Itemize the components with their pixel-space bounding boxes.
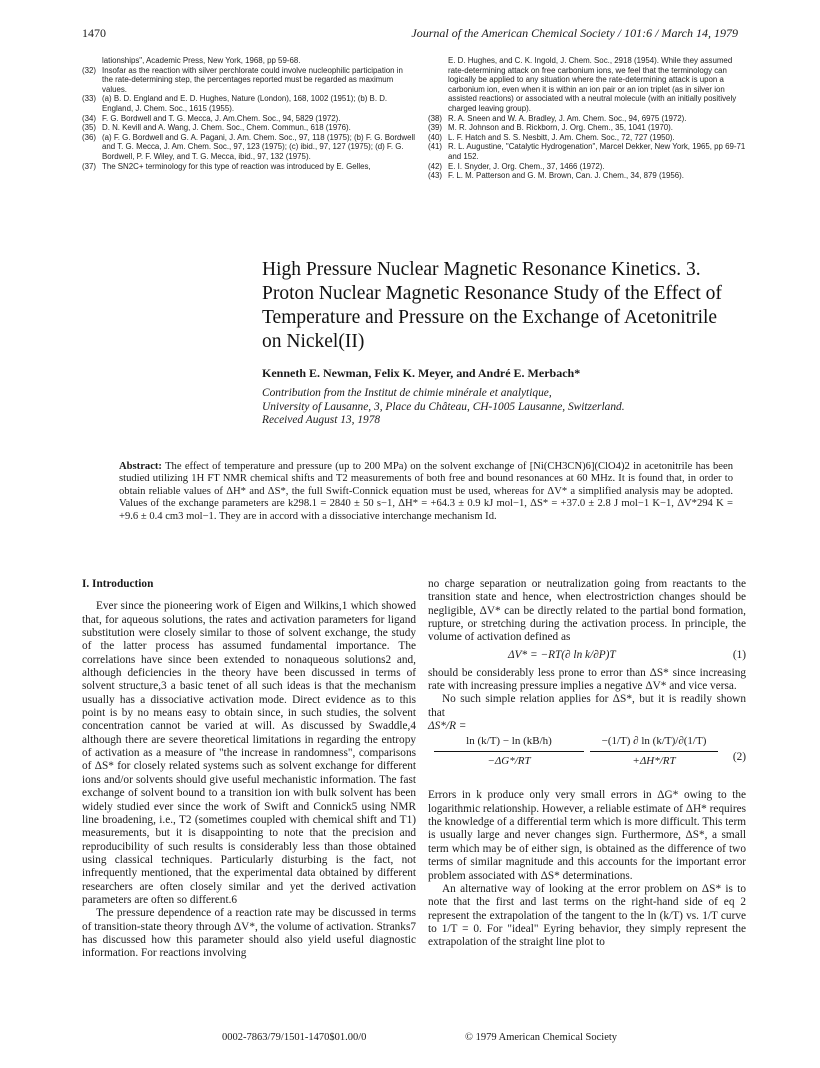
column-left <box>82 578 416 961</box>
references-left <box>82 56 416 171</box>
right-paragraph-4: Errors in k produce only very small errors in ΔG* owing to the logarithmic relationship. However, a reliable estimate of ΔH* requires the knowledge of a differential term which is more difficult. This term is usually large and never changes sign. Furthermore, ΔS*, a small term which may be of either sign, is obtained as the difference of two terms of similar magnitude and this accounts for the important error problem associated with ΔS* determinations. <box>428 789 746 882</box>
equation-1-number: (1) <box>732 648 746 661</box>
reference-text: Insofar as the reaction with silver perchlorate could involve nucleophilic participation in the rate-determining step, the percentages reported must be regarded as maximum values. <box>102 65 403 94</box>
reference-number: (35) <box>82 123 97 133</box>
reference-number: (43) <box>428 171 443 181</box>
reference-entry <box>82 133 416 162</box>
references-right <box>428 56 746 181</box>
equation-2-numerator-2: −(1/T) ∂ ln (k/T)/∂(1/T) <box>590 735 718 751</box>
equation-1-body: ΔV* = −RT(∂ ln k/∂P)T <box>508 648 616 661</box>
reference-number: (39) <box>428 123 443 133</box>
reference-entry <box>428 162 746 172</box>
equation-1 <box>428 645 746 667</box>
reference-text: F. L. M. Patterson and G. M. Brown, Can. J. Chem., 34, 879 (1956). <box>448 171 684 181</box>
reference-entry <box>82 66 416 95</box>
reference-number <box>428 56 448 114</box>
reference-text: D. N. Kevill and A. Wang, J. Chem. Soc., Chem. Commun., 618 (1976). <box>102 123 351 133</box>
reference-text: R. A. Sneen and W. A. Bradley, J. Am. Chem. Soc., 94, 6975 (1972). <box>448 113 687 123</box>
reference-text: The SN2C+ terminology for this type of reaction was introduced by E. Gelles, <box>102 161 371 171</box>
right-paragraph-2: should be considerably less prone to error than ΔS* since increasing rate with increasing pressure implies a negative ΔV* and vice versa. <box>428 666 746 693</box>
running-header: Journal of the American Chemical Society / 101:6 / March 14, 1979 <box>411 26 738 40</box>
reference-entry <box>428 133 746 143</box>
reference-number: (32) <box>82 65 97 75</box>
intro-paragraph-1: Ever since the pioneering work of Eigen and Wilkins,1 which showed that, for aqueous solutions, the rates and activation parameters for ligand substitution were closely similar to those of solvent exchange, the study of the latter process has assumed fundamental importance. The correlations have since been extended to nonaqueous solutions2 and, although deficiencies in the theory have been discussed in terms of solvent structure,3 a basic tenet of all such ideas is that the mechanism usually has a dissociative activation mode. Direct evidence as to this point is by no means easy to obtain since, in such studies, the solvent concentration cannot be varied at will. As discussed by Swaddle,4 although there are severe theoretical limitations in regarding the entropy of activation as a measure of "the increase in randomness", comparisons of ΔS* for closely related systems such as solvent exchange for different ions and/or solvents should give useful mechanistic information. The fast exchange of solvent bound to a transition ion with bulk solvent has been widely studied ever since the work of Swift and Connick5 using NMR line broadening, i.e., T2 (sometimes coupled with chemical shift and T1) measurements, but it is disappointing to note that the precision and reproducibility of such results is considerably less than those obtained using classical techniques. Particularly disturbing is the fact, not infrequently mentioned, that the experimental data obtained by different researchers are often closely similar and yet the derived activation parameters are often so different.6 <box>82 600 416 906</box>
column-right <box>428 578 746 950</box>
reference-entry <box>428 123 746 133</box>
article-title: High Pressure Nuclear Magnetic Resonance Kinetics. 3. Proton Nuclear Magnetic Resonance Study of the Effect of Temperature and Pressure on the Exchange of Acetonitrile on Nickel(II) <box>262 259 722 352</box>
reference-entry <box>82 94 416 113</box>
reference-number: (33) <box>82 94 97 104</box>
footer-copyright: © 1979 American Chemical Society <box>465 1032 618 1043</box>
reference-entry <box>428 171 746 181</box>
reference-number: (40) <box>428 132 443 142</box>
affiliation-line-2: University of Lausanne, 3, Place du Château, CH-1005 Lausanne, Switzerland. <box>262 400 625 413</box>
reference-entry <box>428 142 746 161</box>
abstract <box>119 461 733 523</box>
footer-code: 0002-7863/79/1501-1470$01.00/0 <box>222 1032 367 1043</box>
reference-text: F. G. Bordwell and T. G. Mecca, J. Am.Chem. Soc., 94, 5829 (1972). <box>102 113 341 123</box>
equation-2-fraction-1 <box>434 735 584 768</box>
reference-number: (34) <box>82 113 97 123</box>
equation-2 <box>428 735 746 789</box>
reference-entry <box>428 114 746 124</box>
reference-number: (41) <box>428 142 443 152</box>
reference-number: (36) <box>82 132 97 142</box>
reference-entry <box>82 123 416 133</box>
reference-number <box>82 56 102 66</box>
abstract-text: The effect of temperature and pressure (up to 200 MPa) on the solvent exchange of [Ni(CH3CN)6](ClO4)2 in acetonitrile has been studied utilizing 1H FT NMR chemical shifts and T2 measurements of both free and bound resonances at 60 MHz. It is found that, in order to obtain reliable values of ΔH* and ΔS*, the full Swift-Connick equation must be used, whereas for ΔV* a simplified analysis may be adopted. Values of the exchange parameters are k298.1 = 2840 ± 50 s−1, ΔH* = +64.3 ± 0.9 kJ mol−1, ΔS* = +37.0 ± 2.8 J mol−1 K−1, ΔV*294 K = +9.6 ± 0.4 cm3 mol−1. They are in accord with a dissociative interchange mechanism Id. <box>119 461 733 522</box>
right-paragraph-3: No such simple relation applies for ΔS*, but it is readily shown that <box>428 693 746 719</box>
right-paragraph-5: An alternative way of looking at the error problem on ΔS* is to note that the first and last terms on the right-hand side of eq 2 represent the extrapolation of the tangent to the ln (k/T) vs. 1/T curve to 1/T = 0. For "ideal" Eyring behavior, they simply represent the extrapolation of the straight line plot to <box>428 882 746 949</box>
reference-number: (37) <box>82 161 97 171</box>
reference-text: lationships", Academic Press, New York, 1968, pp 59-68. <box>102 56 301 65</box>
equation-2-denominator-2: +ΔH*/RT <box>632 754 676 767</box>
reference-text: (a) F. G. Bordwell and G. A. Pagani, J. Am. Chem. Soc., 97, 118 (1975); (b) F. G. Bordwell and T. G. Mecca, J. Am. Chem. Soc., 97, 123 (1975); (c) ibid., 97, 127 (1975); (d) F. G. Bordwell, P. F. Wiley, and T. G. Mecca, ibid., 97, 132 (1975). <box>102 132 415 161</box>
equation-2-numerator-1: ln (k/T) − ln (kB/h) <box>434 735 584 751</box>
reference-entry <box>428 56 746 114</box>
reference-entry <box>82 162 416 172</box>
received-date: Received August 13, 1978 <box>262 414 381 427</box>
reference-text: R. L. Augustine, "Catalytic Hydrogenation", Marcel Dekker, New York, 1965, pp 69-71 and 152. <box>448 142 746 161</box>
authors: Kenneth E. Newman, Felix K. Meyer, and André E. Merbach* <box>262 366 581 380</box>
equation-2-number: (2) <box>732 751 746 764</box>
reference-text: (a) B. D. England and E. D. Hughes, Nature (London), 168, 1002 (1951); (b) B. D. England, J. Chem. Soc., 1615 (1955). <box>102 94 388 113</box>
equation-2-lhs: ΔS*/R = <box>428 720 467 733</box>
section-heading: I. Introduction <box>82 578 154 590</box>
reference-text: E. I. Snyder, J. Org. Chem., 37, 1466 (1972). <box>448 161 605 171</box>
equation-2-denominator-1: −ΔG*/RT <box>487 754 531 767</box>
right-paragraph-1: no charge separation or neutralization going from reactants to the transition state and hence, when electrostriction changes should be negligible, ΔV* can be directly related to the partial bond formation, rupture, or stretching during the activation process. In principle, the volume of activation defined as <box>428 578 746 644</box>
equation-2-fraction-2 <box>590 735 718 768</box>
affiliation-line-1: Contribution from the Institut de chimie minérale et analytique, <box>262 387 552 399</box>
reference-entry <box>82 56 416 66</box>
reference-number: (42) <box>428 161 443 171</box>
intro-paragraph-2: The pressure dependence of a reaction rate may be discussed in terms of transition-state theory through ΔV*, the volume of activation. Stranks7 has discussed how this parameter should also yield useful diagnostic information. For reactions involving <box>82 907 416 960</box>
affiliation <box>262 387 625 428</box>
page-number: 1470 <box>82 26 106 40</box>
reference-text: L. F. Hatch and S. S. Nesbitt, J. Am. Chem. Soc., 72, 727 (1950). <box>448 132 675 142</box>
reference-text: E. D. Hughes, and C. K. Ingold, J. Chem. Soc., 2918 (1954). While they assumed rate-determining attack on free carbonium ions, we feel that the terminology can logically be applied to any situation where the rate-determining attack is upon a carbonium ion, even when it is within an ion pair or an ion triplet (as in silver ion assisted reactions) or associated with a neutral molecule (with an initially positively charged leaving group). <box>448 56 737 113</box>
reference-number: (38) <box>428 113 443 123</box>
reference-entry <box>82 114 416 124</box>
abstract-label: Abstract: <box>119 461 162 472</box>
reference-text: M. R. Johnson and B. Rickborn, J. Org. Chem., 35, 1041 (1970). <box>448 123 673 133</box>
